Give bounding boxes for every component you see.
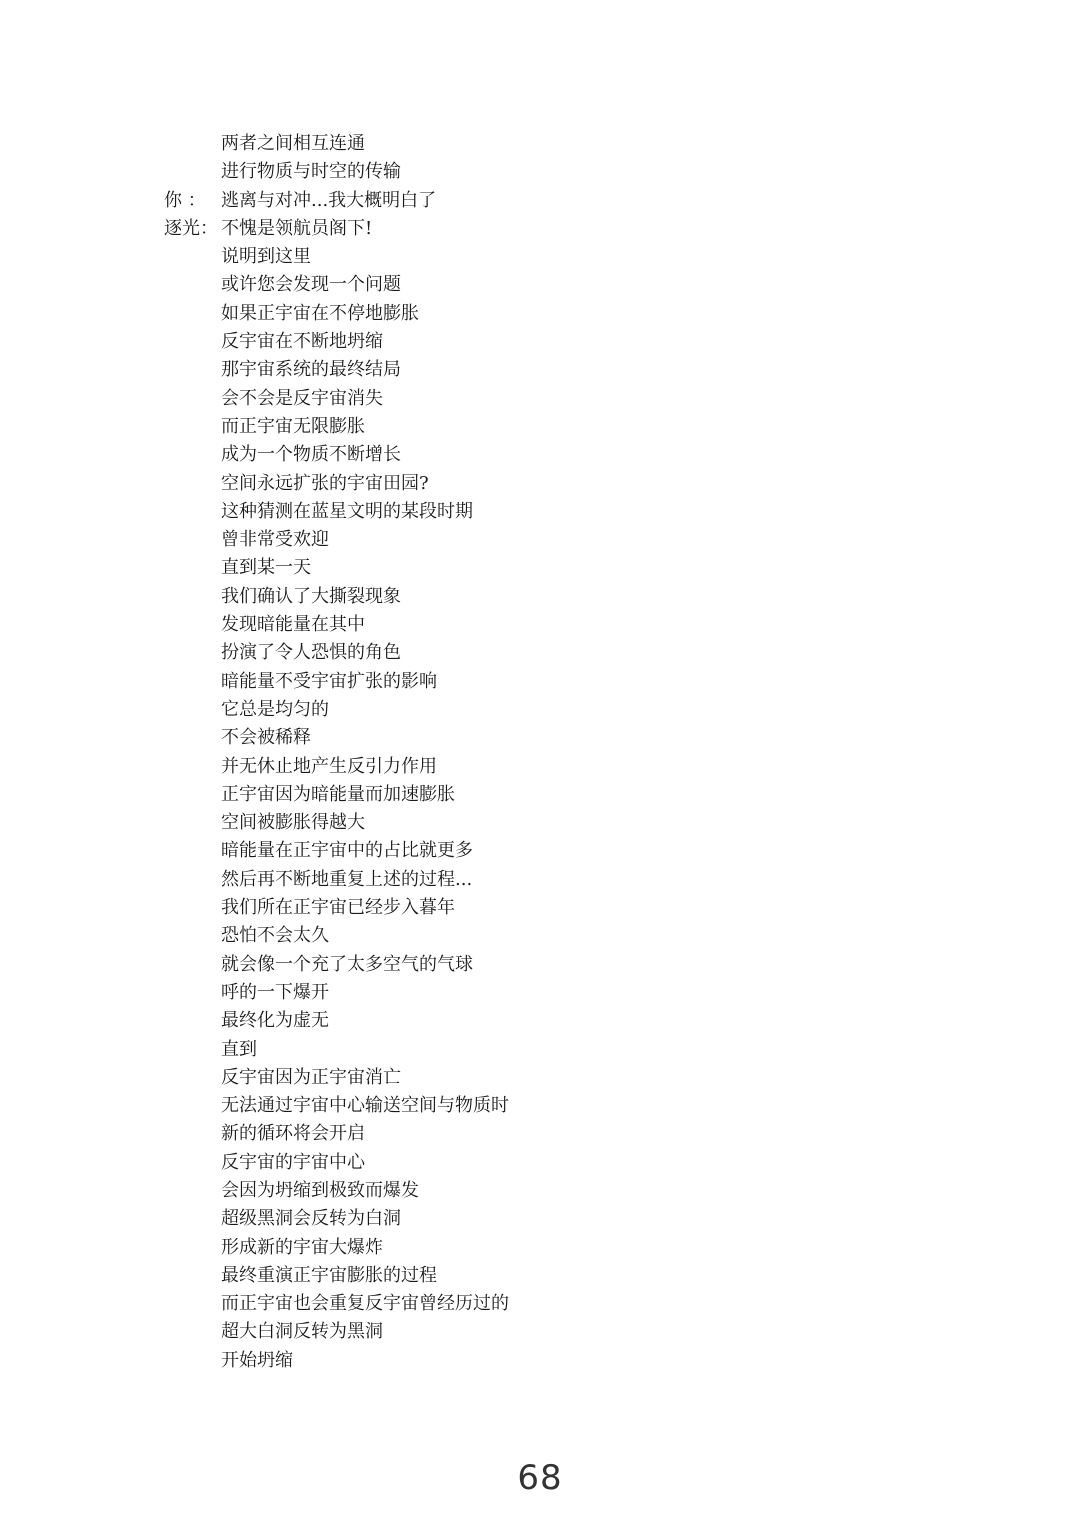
- text-line: [0, 1092, 1080, 1120]
- line-text: 进行物质与时空的传输: [221, 161, 401, 183]
- line-text: 说明到这里: [221, 246, 311, 268]
- text-line: [0, 328, 1080, 356]
- line-text: 会因为坍缩到极致而爆发: [221, 1179, 419, 1201]
- line-text: 会不会是反宇宙消失: [221, 387, 383, 409]
- text-line: [0, 951, 1080, 979]
- text-line: [0, 696, 1080, 724]
- line-text: 或许您会发现一个问题: [221, 274, 401, 296]
- line-text: 空间永远扩张的宇宙田园?: [221, 472, 429, 494]
- speaker-label: 逐光：: [164, 217, 218, 239]
- text-line: [0, 187, 1080, 215]
- line-text: 那宇宙系统的最终结局: [221, 359, 401, 381]
- line-text: 反宇宙在不断地坍缩: [221, 331, 383, 353]
- line-text: 这种猜测在蓝星文明的某段时期: [221, 500, 473, 522]
- line-text: 直到: [221, 1038, 257, 1060]
- text-line: [0, 356, 1080, 384]
- line-text: 反宇宙因为正宇宙消亡: [221, 1066, 401, 1088]
- text-line: [0, 215, 1080, 243]
- text-line: [0, 1347, 1080, 1375]
- text-line: [0, 1007, 1080, 1035]
- text-line: [0, 781, 1080, 809]
- line-text: 并无休止地产生反引力作用: [221, 755, 437, 777]
- text-line: [0, 1064, 1080, 1092]
- line-text: 最终重演正宇宙膨胀的过程: [221, 1264, 437, 1286]
- text-line: [0, 526, 1080, 554]
- line-text: 就会像一个充了太多空气的气球: [221, 953, 473, 975]
- line-text: 两者之间相互连通: [221, 133, 365, 154]
- text-line: [0, 668, 1080, 696]
- line-text: 而正宇宙无限膨胀: [221, 415, 365, 437]
- text-line: [0, 837, 1080, 865]
- text-line: [0, 243, 1080, 271]
- line-text: 我们所在正宇宙已经步入暮年: [221, 897, 455, 919]
- text-line: [0, 554, 1080, 582]
- text-line: [0, 385, 1080, 413]
- line-text: 扮演了令人恐惧的角色: [221, 642, 401, 664]
- line-text: 成为一个物质不断增长: [221, 444, 401, 466]
- text-line: [0, 158, 1080, 186]
- text-line: [0, 1120, 1080, 1148]
- text-line: [0, 583, 1080, 611]
- line-text: 然后再不断地重复上述的过程...: [221, 868, 473, 890]
- text-line: [0, 894, 1080, 922]
- text-line: [0, 979, 1080, 1007]
- text-line: [0, 441, 1080, 469]
- text-line: [0, 1262, 1080, 1290]
- dialogue-text-block: [0, 130, 1080, 1375]
- line-text: 不愧是领航员阁下!: [221, 217, 373, 239]
- line-text: 超级黑洞会反转为白洞: [221, 1208, 401, 1230]
- line-text: 超大白洞反转为黑洞: [221, 1321, 383, 1343]
- text-line: [0, 1149, 1080, 1177]
- speaker-label: 你 ：: [164, 189, 206, 211]
- text-line: [0, 1318, 1080, 1346]
- line-text: 无法通过宇宙中心输送空间与物质时: [221, 1095, 509, 1117]
- line-text: 曾非常受欢迎: [221, 529, 329, 551]
- line-text: 新的循环将会开启: [221, 1123, 365, 1145]
- line-text: 逃离与对冲...我大概明白了: [221, 189, 437, 211]
- text-line: [0, 300, 1080, 328]
- text-line: [0, 1036, 1080, 1064]
- text-line: [0, 1290, 1080, 1318]
- line-text: 发现暗能量在其中: [221, 614, 365, 636]
- line-text: 形成新的宇宙大爆炸: [221, 1236, 383, 1258]
- text-line: [0, 1205, 1080, 1233]
- text-line: [0, 271, 1080, 299]
- text-line: [0, 130, 1080, 158]
- line-text: 开始坍缩: [221, 1349, 293, 1371]
- page-number: 68: [517, 1458, 563, 1498]
- text-line: [0, 809, 1080, 837]
- text-line: [0, 753, 1080, 781]
- line-text: 如果正宇宙在不停地膨胀: [221, 302, 419, 324]
- line-text: 暗能量在正宇宙中的占比就更多: [221, 840, 473, 862]
- line-text: 呼的一下爆开: [221, 981, 329, 1003]
- text-line: [0, 1177, 1080, 1205]
- line-text: 而正宇宙也会重复反宇宙曾经历过的: [221, 1293, 509, 1315]
- line-text: 不会被稀释: [221, 727, 311, 749]
- text-line: [0, 470, 1080, 498]
- line-text: 最终化为虚无: [221, 1010, 329, 1032]
- text-line: [0, 611, 1080, 639]
- line-text: 恐怕不会太久: [221, 925, 329, 947]
- line-text: 我们确认了大撕裂现象: [221, 585, 401, 607]
- text-line: [0, 1234, 1080, 1262]
- line-text: 直到某一天: [221, 557, 311, 579]
- line-text: 暗能量不受宇宙扩张的影响: [221, 670, 437, 692]
- text-line: [0, 639, 1080, 667]
- text-line: [0, 498, 1080, 526]
- line-text: 正宇宙因为暗能量而加速膨胀: [221, 783, 455, 805]
- text-line: [0, 866, 1080, 894]
- text-line: [0, 724, 1080, 752]
- line-text: 它总是均匀的: [221, 698, 329, 720]
- text-line: [0, 413, 1080, 441]
- text-line: [0, 922, 1080, 950]
- line-text: 反宇宙的宇宙中心: [221, 1151, 365, 1173]
- line-text: 空间被膨胀得越大: [221, 812, 365, 834]
